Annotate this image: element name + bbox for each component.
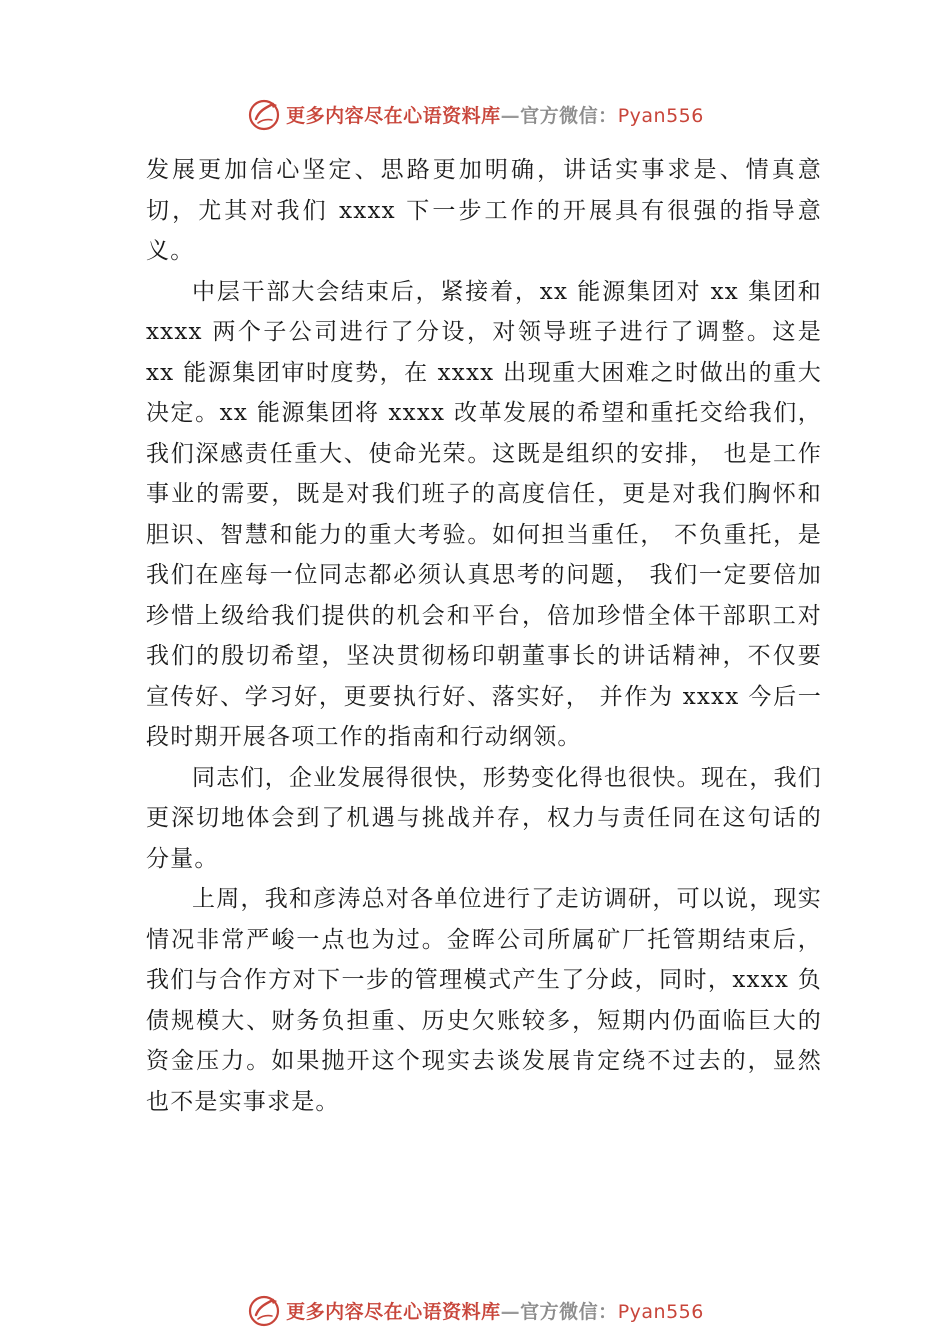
header-banner xyxy=(0,94,950,134)
paragraph: 发展更加信心坚定、思路更加明确，讲话实事求是、情真意切，尤其对我们 xxxx 下一步工作的开展具有很强的指导意义。 xyxy=(146,157,822,264)
banner-text xyxy=(286,101,704,128)
banner-wechat-id: Pyan556 xyxy=(617,104,704,127)
paragraph: 中层干部大会结束后，紧接着，xx 能源集团对 xx 集团和 xxxx 两个子公司进行了分设，对领导班子进行了调整。这是 xx 能源集团审时度势，在 xxxx 出现重大困难之时做出的重大决定。xx 能源集团将 xxxx 改革发展的希望和重托交给我们，我们深感责任重大、使命光荣。这既是组织的安排， 也是工作事业的需要，既是对我们班子的高度信任，更是对我们胸怀和胆识、智慧和能力的重大考验。如何担当重任， 不负重托，是我们在座每一位同志都必须认真思考的问题， 我们一定要倍加珍惜上级给我们提供的机会和平台，倍加珍惜全体干部职工对我们的殷切希望，坚决贯彻杨印朝董事长的讲话精神，不仅要宣传好、学习好，更要执行好、落实好， 并作为 xxxx 今后一段时期开展各项工作的指南和行动纲领。 xyxy=(146,278,822,750)
banner-library-text: 更多内容尽在心语资料库 xyxy=(286,104,501,127)
banner-wechat-id: Pyan556 xyxy=(617,1300,704,1323)
library-logo-icon xyxy=(246,1292,282,1328)
library-logo-icon xyxy=(246,96,282,132)
banner-library-text: 更多内容尽在心语资料库 xyxy=(286,1300,501,1323)
document-body xyxy=(146,150,822,1122)
banner-separator: — xyxy=(500,1300,521,1323)
banner-separator: — xyxy=(500,104,521,127)
banner-text xyxy=(286,1297,704,1324)
footer-banner xyxy=(0,1290,950,1330)
paragraph: 上周，我和彦涛总对各单位进行了走访调研，可以说，现实情况非常严峻一点也为过。金晖公司所属矿厂托管期结束后，我们与合作方对下一步的管理模式产生了分歧，同时，xxxx 负债规模大、财务负担重、历史欠账较多，短期内仍面临巨大的资金压力。如果抛开这个现实去谈发展肯定绕不过去的，显然也不是实事求是。 xyxy=(146,886,822,1115)
paragraph: 同志们，企业发展得很快，形势变化得也很快。现在，我们更深切地体会到了机遇与挑战并存，权力与责任同在这句话的分量。 xyxy=(146,764,822,872)
banner-wechat-label: 官方微信： xyxy=(520,104,618,127)
banner-wechat-label: 官方微信： xyxy=(520,1300,618,1323)
